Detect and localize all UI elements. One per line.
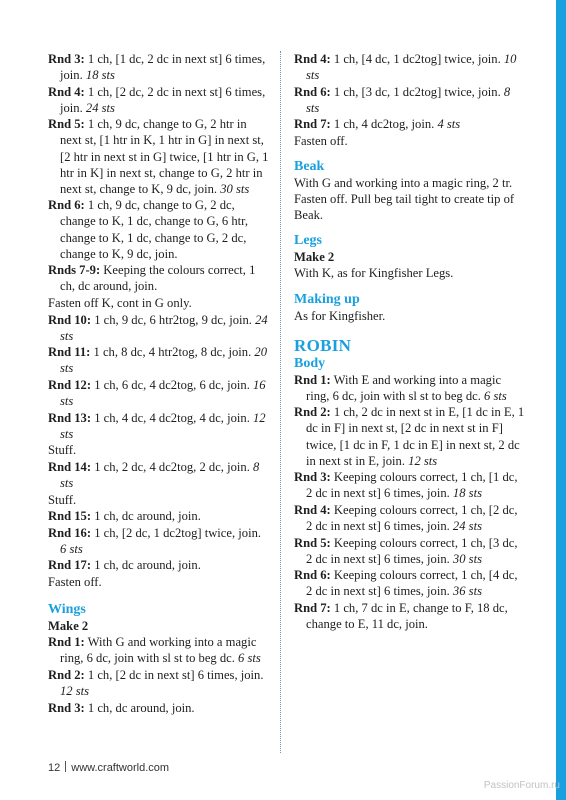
round-text: 1 ch, dc around, join. (91, 509, 201, 524)
round-instruction-rnd-3 (294, 469, 526, 501)
stitch-count: 12 sts (408, 453, 438, 468)
round-text: 1 ch, [1 dc, 2 dc in next st] 6 times, join. (60, 52, 266, 83)
stitch-count: 18 sts (85, 68, 115, 83)
round-instruction-rnd-6 (294, 84, 526, 116)
page-edge-bar (556, 0, 566, 800)
subheading-make: Make 2 (48, 619, 89, 634)
right-column (294, 51, 526, 633)
section-heading-beak: Beak (294, 159, 325, 175)
round-text: 1 ch, [2 dc, 1 dc2tog] twice, join. (91, 525, 262, 540)
website-link[interactable]: www.craftworld.com (71, 762, 170, 774)
stitch-count: 8 sts (306, 84, 511, 115)
page-number: 12 (48, 762, 61, 774)
round-instruction-rnd-5 (48, 116, 270, 196)
round-label: Rnd 12: (48, 377, 92, 392)
round-instruction-rnd-1 (294, 372, 526, 404)
round-label: Rnd 4: (294, 502, 331, 517)
round-label: Rnd 6: (294, 84, 331, 99)
section-heading-wings: Wings (48, 602, 86, 618)
round-instruction-rnds-7-9 (48, 262, 270, 294)
left-column (48, 51, 270, 716)
stitch-count: 12 sts (60, 410, 266, 441)
round-text: 1 ch, [2 dc in next st] 6 times, join. (84, 667, 264, 682)
round-instruction-rnd-4 (294, 51, 526, 83)
round-text: Keeping colours correct, 1 ch, [4 dc, 2 dc in next st] 6 times, join. (306, 568, 518, 599)
round-label: Rnd 17: (48, 558, 92, 573)
round-label: Rnd 5: (48, 117, 85, 132)
round-label: Rnd 2: (294, 405, 331, 420)
stitch-count: 24 sts (85, 100, 115, 115)
round-instruction-rnd-1 (48, 634, 270, 666)
round-instruction-rnd-17 (48, 557, 270, 573)
round-label: Rnd 15: (48, 509, 92, 524)
round-label: Rnds 7-9: (48, 263, 101, 278)
round-instruction-rnd-16 (48, 525, 270, 557)
round-label: Rnd 4: (294, 52, 331, 66)
stitch-count: 6 sts (60, 541, 83, 556)
stitch-count: 30 sts (452, 551, 482, 566)
round-instruction-rnd-14 (48, 459, 270, 491)
section-heading-legs: Legs (294, 233, 322, 249)
stitch-count: 12 sts (60, 683, 90, 698)
round-instruction-rnd-6 (48, 197, 270, 261)
stitch-count: 36 sts (452, 584, 482, 599)
round-instruction-rnd-7 (294, 600, 526, 632)
instruction-text: Stuff. (48, 443, 77, 458)
round-text: 1 ch, 4 dc2tog, join. (330, 117, 438, 132)
stitch-count: 20 sts (60, 345, 267, 376)
round-text: 1 ch, 9 dc, 6 htr2tog, 9 dc, join. (91, 312, 256, 327)
round-text: Keeping colours correct, 1 ch, [3 dc, 2 dc in next st] 6 times, join. (306, 535, 518, 566)
round-label: Rnd 1: (294, 372, 331, 387)
round-instruction-rnd-10 (48, 312, 270, 344)
round-label: Rnd 3: (294, 470, 331, 485)
watermark: PassionForum.ru (483, 780, 560, 791)
round-label: Rnd 6: (294, 568, 331, 583)
round-label: Rnd 16: (48, 525, 92, 540)
round-text: Keeping the colours correct, 1 ch, dc around, join. (60, 263, 256, 294)
round-text: 1 ch, 6 dc, 4 dc2tog, 6 dc, join. (91, 377, 253, 392)
instruction-text: Stuff. (48, 492, 77, 507)
stitch-count: 4 sts (437, 117, 461, 132)
round-label: Rnd 11: (48, 345, 91, 360)
round-instruction-rnd-13 (48, 410, 270, 442)
round-text: With G and working into a magic ring, 6 dc, join with sl st to beg dc. (60, 635, 257, 666)
round-instruction-rnd-2 (294, 404, 526, 468)
round-instruction-rnd-3 (48, 51, 270, 83)
stitch-count: 18 sts (452, 486, 482, 501)
stitch-count: 24 sts (452, 518, 482, 533)
round-label: Rnd 6: (48, 198, 85, 213)
round-text: Keeping colours correct, 1 ch, [1 dc, 2 dc in next st] 6 times, join. (306, 470, 518, 501)
round-text: 1 ch, 7 dc in E, change to F, 18 dc, change to E, 11 dc, join. (306, 600, 508, 632)
round-instruction-rnd-4 (294, 502, 526, 534)
round-label: Rnd 7: (294, 117, 331, 132)
stitch-count: 16 sts (60, 377, 266, 408)
section-heading-body: Body (294, 355, 326, 371)
round-text: 1 ch, dc around, join. (84, 700, 195, 715)
stitch-count: 6 sts (238, 651, 261, 666)
stitch-count: 10 sts (306, 52, 517, 83)
round-label: Rnd 4: (48, 84, 85, 99)
round-label: Rnd 5: (294, 535, 331, 550)
section-heading-making-up: Making up (294, 291, 360, 307)
round-label: Rnd 7: (294, 600, 331, 615)
round-instruction-rnd-15 (48, 508, 270, 524)
round-instruction-rnd-5 (294, 535, 526, 567)
round-instruction-rnd-12 (48, 377, 270, 409)
round-instruction-rnd-6 (294, 567, 526, 599)
round-text: 1 ch, 8 dc, 4 htr2tog, 8 dc, join. (90, 345, 255, 360)
subheading-make: Make 2 (294, 250, 335, 265)
instruction-text: With K, as for Kingfisher Legs. (294, 266, 454, 281)
round-instruction-rnd-3 (48, 700, 270, 716)
round-text: 1 ch, dc around, join. (91, 558, 201, 573)
column-divider (280, 51, 281, 753)
page-footer (48, 761, 169, 774)
round-label: Rnd 13: (48, 410, 92, 425)
stitch-count: 8 sts (60, 459, 260, 490)
round-text: 1 ch, [2 dc, 2 dc in next st] 6 times, join. (60, 84, 266, 115)
round-label: Rnd 1: (48, 635, 85, 650)
instruction-text: Fasten off K, cont in G only. (48, 295, 192, 310)
instruction-text: Fasten off. (48, 575, 102, 589)
round-text: 1 ch, 4 dc, 4 dc2tog, 4 dc, join. (91, 410, 253, 425)
stitch-count: 24 sts (60, 312, 268, 343)
instruction-text: With G and working into a magic ring, 2 tr. Fasten off. Pull beg tail tight to create tip of Beak. (294, 176, 515, 223)
round-instruction-rnd-7 (294, 116, 526, 132)
round-instruction-rnd-2 (48, 667, 270, 699)
round-text: 1 ch, 9 dc, change to G, 2 htr in next st, [1 htr in K, 1 htr in G] in next st, [2 htr in next st in G] twice, [1 htr in G, 1 htr in K] in next st, change to G, 2 htr in next st, change to K, 9 dc, join. (60, 117, 269, 196)
round-instruction-rnd-11 (48, 344, 270, 376)
round-text: 1 ch, 2 dc, 4 dc2tog, 2 dc, join. (91, 459, 253, 474)
pattern-title-robin: ROBIN (294, 335, 352, 355)
stitch-count: 30 sts (220, 181, 250, 196)
round-label: Rnd 3: (48, 52, 85, 66)
round-text: 1 ch, [3 dc, 1 dc2tog] twice, join. (330, 84, 504, 99)
round-label: Rnd 14: (48, 459, 92, 474)
footer-separator (65, 761, 66, 772)
stitch-count: 6 sts (484, 388, 507, 403)
round-instruction-rnd-4 (48, 84, 270, 116)
round-text: 1 ch, 9 dc, change to G, 2 dc, change to K, 1 dc, change to G, 6 htr, change to K, 1 dc, change to G, 2 dc, change to K, 9 dc, join. (60, 198, 248, 261)
instruction-text: As for Kingfisher. (294, 308, 386, 323)
round-label: Rnd 10: (48, 312, 92, 327)
round-text: With E and working into a magic ring, 6 dc, join with sl st to beg dc. (306, 372, 502, 403)
round-text: 1 ch, 2 dc in next st in E, [1 dc in E, 1 dc in F] in next st, [2 dc in next st in F] twice, [1 dc in F, 1 dc in E] in next st, 2 dc in next st in E, join. (306, 405, 525, 468)
round-label: Rnd 2: (48, 667, 85, 682)
instruction-text: Fasten off. (294, 133, 348, 148)
round-text: 1 ch, [4 dc, 1 dc2tog] twice, join. (330, 52, 504, 66)
round-label: Rnd 3: (48, 700, 85, 715)
round-text: Keeping colours correct, 1 ch, [2 dc, 2 dc in next st] 6 times, join. (306, 502, 518, 533)
